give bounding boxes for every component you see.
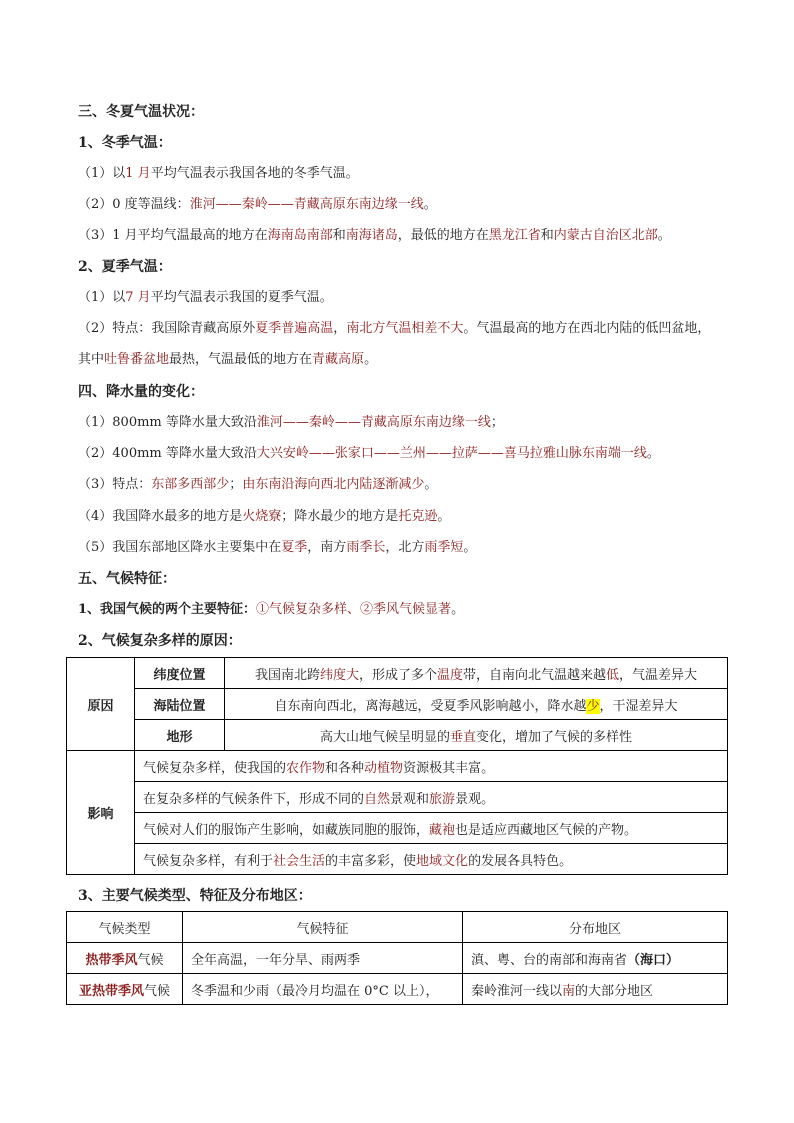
header-feature: 气候特征	[183, 912, 463, 943]
summer-title: 2、夏季气温：	[78, 259, 172, 275]
precip-p5: （5）我国东部地区降水主要集中在夏季，南方雨季长，北方雨季短。	[78, 540, 477, 555]
climate-feature-line: 1、我国气候的两个主要特征：①气候复杂多样、②季风气候显著。	[78, 602, 465, 617]
table-row	[67, 813, 728, 844]
reasons-table	[66, 657, 728, 875]
precip-p2: （2）400mm 等降水量大致沿大兴安岭——张家口——兰州——拉萨——喜马拉雅山脉东南端一线。	[78, 446, 660, 461]
factor-cell: 海陆位置	[135, 689, 225, 720]
effect-cell: 气候复杂多样，有利于社会生活的丰富多彩，使地域文化的发展各具特色。	[135, 844, 728, 875]
climate-types-table	[66, 911, 728, 1005]
climate-types-title: 3、主要气候类型、特征及分布地区：	[78, 888, 312, 904]
summer-p2: （2）特点：我国除青藏高原外夏季普遍高温，南北方气温相差不大。气温最高的地方在西北内陆的低凹盆地，其中吐鲁番盆地最热，气温最低的地方在青藏高原。	[78, 321, 711, 367]
winter-title: 1、冬季气温：	[78, 135, 172, 151]
table-row	[67, 720, 728, 751]
winter-p3: （3）1 月平均气温最高的地方在海南岛南部和南海诸岛，最低的地方在黑龙江省和内蒙古自治区北部。	[78, 228, 671, 243]
table-row	[67, 974, 728, 1005]
precip-p4: （4）我国降水最多的地方是火烧寮；降水最少的地方是托克逊。	[78, 509, 451, 524]
summer-p1: （1）以7 月平均气温表示我国的夏季气温。	[78, 290, 333, 305]
climate-type-cell: 亚热带季风气候	[67, 974, 183, 1005]
climate-reasons-title: 2、气候复杂多样的原因：	[78, 633, 242, 649]
reason-desc: 高大山地气候呈明显的垂直变化，增加了气候的多样性	[225, 720, 728, 751]
table-row	[67, 689, 728, 720]
climate-feature-cell: 全年高温，一年分旱、雨两季	[183, 943, 463, 974]
header-type: 气候类型	[67, 912, 183, 943]
climate-region-cell: 秦岭淮河一线以南的大部分地区	[463, 974, 728, 1005]
reason-desc: 我国南北跨纬度大，形成了多个温度带，自南向北气温越来越低，气温差异大	[225, 658, 728, 689]
climate-type-cell: 热带季风气候	[67, 943, 183, 974]
climate-feature-cell: 冬季温和少雨（最冷月均温在 0°C 以上），	[183, 974, 463, 1005]
effect-cell: 在复杂多样的气候条件下，形成不同的自然景观和旅游景观。	[135, 782, 728, 813]
header-region: 分布地区	[463, 912, 728, 943]
winter-p1: （1）以1 月平均气温表示我国各地的冬季气温。	[78, 166, 359, 181]
winter-p2: （2）0 度等温线：淮河——秦岭——青藏高原东南边缘一线。	[78, 197, 437, 212]
factor-cell: 纬度位置	[135, 658, 225, 689]
table-row	[67, 751, 728, 782]
section4-title: 四、降水量的变化：	[78, 384, 204, 400]
factor-cell: 地形	[135, 720, 225, 751]
effect-cell: 气候复杂多样，使我国的农作物和各种动植物资源极其丰富。	[135, 751, 728, 782]
effect-label: 影响	[67, 751, 135, 875]
effect-cell: 气候对人们的服饰产生影响，如藏族同胞的服饰，藏袍也是适应西藏地区气候的产物。	[135, 813, 728, 844]
table-row	[67, 782, 728, 813]
table-row	[67, 943, 728, 974]
precip-p1: （1）800mm 等降水量大致沿淮河——秦岭——青藏高原东南边缘一线；	[78, 415, 504, 430]
table-header-row	[67, 912, 728, 943]
reason-desc: 自东南向西北，离海越远，受夏季风影响越小，降水越少，干湿差异大	[225, 689, 728, 720]
cause-label: 原因	[67, 658, 135, 751]
table-row	[67, 658, 728, 689]
section3-title: 三、冬夏气温状况：	[78, 104, 204, 120]
precip-p3: （3）特点：东部多西部少；由东南沿海向西北内陆逐渐减少。	[78, 477, 438, 492]
section5-title: 五、气候特征：	[78, 571, 176, 587]
climate-region-cell: 滇、粤、台的南部和海南省（海口）	[463, 943, 728, 974]
table-row	[67, 844, 728, 875]
